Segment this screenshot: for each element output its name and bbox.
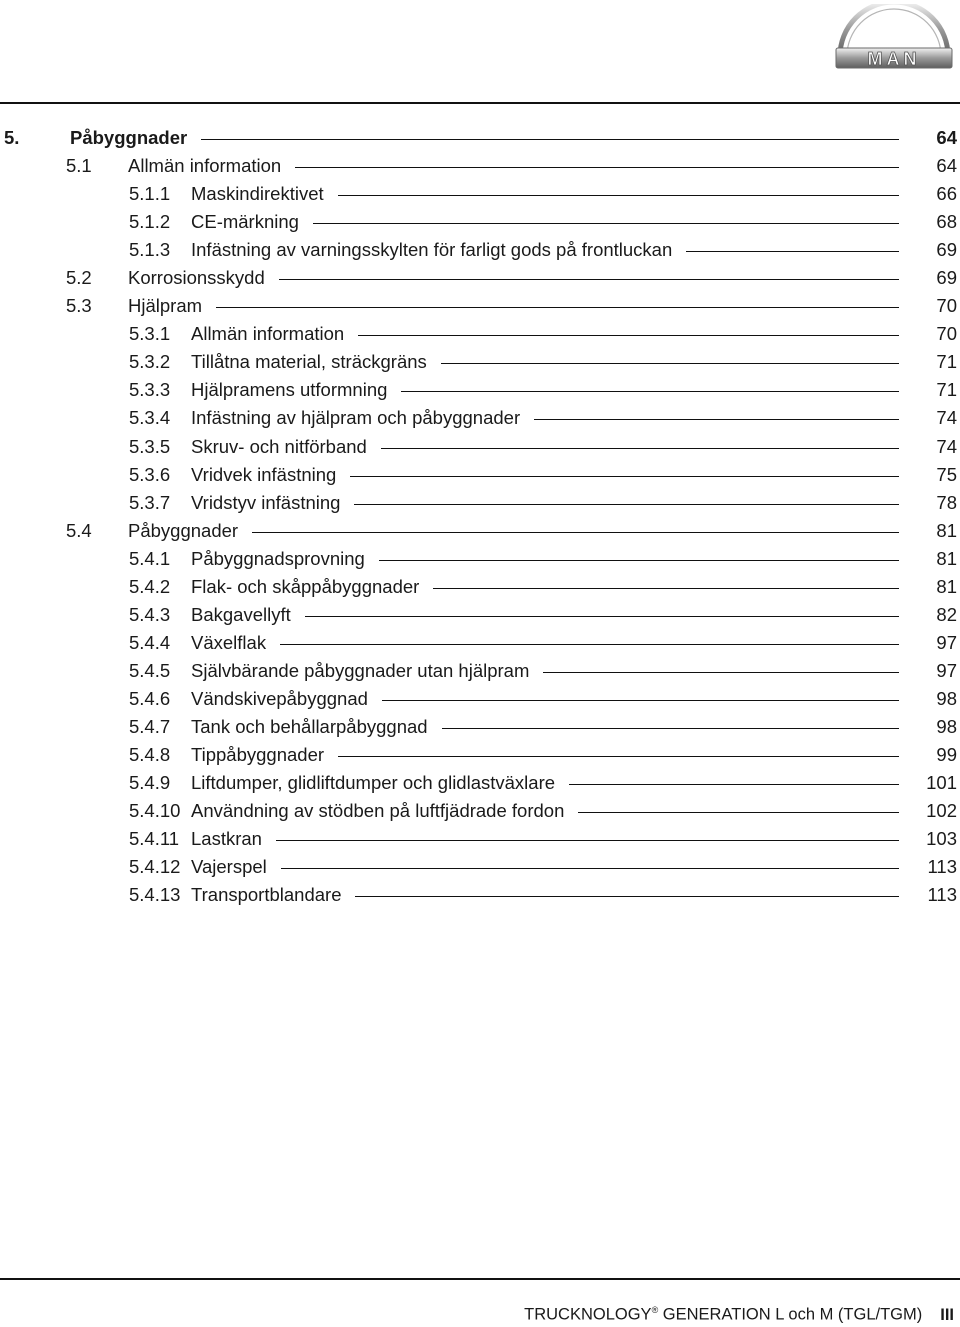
toc-entry-title: Hjälpramens utformning (191, 379, 388, 401)
toc-entry-title: Vridvek infästning (191, 463, 337, 485)
toc-entry-number: 5.4.10 (129, 800, 181, 822)
footer-rule (0, 1278, 960, 1280)
toc-leader-line (281, 868, 899, 869)
toc-entry-page: 102 (926, 800, 957, 822)
toc-entry[interactable] (0, 685, 960, 713)
toc-leader-line (338, 195, 899, 196)
toc-entry[interactable] (0, 517, 960, 545)
toc-entry[interactable] (0, 264, 960, 292)
toc-entry-number: 5.1.1 (129, 183, 171, 205)
toc-entry[interactable] (0, 433, 960, 461)
toc-entry-page: 81 (936, 519, 957, 541)
toc-entry-number: 5.4 (66, 519, 92, 541)
toc-leader-line (201, 139, 899, 140)
toc-entry[interactable] (0, 573, 960, 601)
toc-entry-page: 98 (936, 687, 957, 709)
toc-entry-page: 64 (936, 155, 957, 177)
toc-entry-title: Allmän information (191, 323, 345, 345)
toc-entry-title: Påbyggnader (70, 127, 188, 148)
toc-leader-line (276, 840, 899, 841)
footer-page-number: III (940, 1305, 954, 1324)
toc-entry-page: 69 (936, 239, 957, 261)
toc-entry-number: 5.4.4 (129, 631, 171, 653)
toc-leader-line (354, 504, 899, 505)
toc-entry-page: 70 (936, 323, 957, 345)
toc-entry-page: 113 (927, 856, 957, 878)
toc-entry-number: 5.2 (66, 267, 92, 289)
toc-entry[interactable] (0, 657, 960, 685)
toc-entry-title: Vridstyv infästning (191, 491, 341, 513)
toc-entry-title: Växelflak (191, 631, 267, 653)
toc-leader-line (379, 560, 899, 561)
toc-entry-number: 5.3.1 (129, 323, 171, 345)
toc-leader-line (313, 223, 899, 224)
toc-entry[interactable] (0, 348, 960, 376)
toc-entry-number: 5.4.3 (129, 603, 171, 625)
toc-leader-line (686, 251, 899, 252)
toc-leader-line (338, 756, 899, 757)
toc-leader-line (216, 307, 899, 308)
toc-leader-line (350, 476, 899, 477)
toc-entry-number: 5.1.3 (129, 239, 171, 261)
toc-entry-title: Användning av stödben på luftfjädrade fordon (191, 800, 565, 822)
toc-entry-title: Allmän information (128, 155, 282, 177)
toc-entry-page: 74 (936, 407, 957, 429)
toc-entry-number: 5.3.6 (129, 463, 171, 485)
page-footer (524, 1305, 954, 1325)
toc-entry-number: 5.4.12 (129, 856, 181, 878)
toc-entry-page: 75 (936, 463, 957, 485)
toc-entry-title: Korrosionsskydd (128, 267, 265, 289)
toc-entry-title: Påbyggnader (128, 519, 239, 541)
toc-entry-title: Skruv- och nitförband (191, 435, 367, 457)
toc-entry-page: 81 (936, 547, 957, 569)
toc-entry-number: 5.3.4 (129, 407, 171, 429)
toc-leader-line (442, 728, 899, 729)
toc-entry-title: Påbyggnadsprovning (191, 547, 365, 569)
toc-entry[interactable] (0, 292, 960, 320)
toc-entry-page: 101 (926, 772, 957, 794)
toc-entry-title: CE-märkning (191, 211, 299, 233)
man-logo (832, 4, 956, 72)
toc-entry-number: 5. (4, 127, 20, 148)
toc-entry-page: 103 (926, 828, 957, 850)
toc-entry-title: Vajerspel (191, 856, 267, 878)
toc-entry-page: 71 (936, 379, 957, 401)
footer-subtitle: GENERATION L och M (TGL/TGM) (658, 1305, 923, 1324)
toc-entry-title: Transportblandare (191, 884, 342, 906)
toc-entry[interactable] (0, 152, 960, 180)
toc-leader-line (280, 644, 899, 645)
toc-entry-title: Tippåbyggnader (191, 744, 325, 766)
footer-brand: TRUCKNOLOGY (524, 1305, 652, 1324)
toc-entry-title: Maskindirektivet (191, 183, 324, 205)
toc-entry-number: 5.4.5 (129, 659, 171, 681)
toc-entry-number: 5.4.7 (129, 715, 171, 737)
toc-entry[interactable] (0, 601, 960, 629)
toc-entry[interactable] (0, 404, 960, 432)
toc-entry-number: 5.4.13 (129, 884, 181, 906)
toc-entry-number: 5.4.6 (129, 687, 171, 709)
toc-entry-number: 5.4.11 (129, 828, 180, 850)
toc-entry-page: 78 (936, 491, 957, 513)
toc-entry[interactable] (0, 236, 960, 264)
toc-leader-line (305, 616, 899, 617)
toc-entry-page: 98 (936, 715, 957, 737)
toc-entry[interactable] (0, 769, 960, 797)
toc-leader-line (543, 672, 899, 673)
toc-leader-line (433, 588, 899, 589)
toc-leader-line (279, 279, 899, 280)
toc-entry-title: Infästning av varningsskylten för farligt gods på frontluckan (191, 239, 673, 261)
toc-entry-page: 97 (936, 659, 957, 681)
toc-entry-number: 5.1.2 (129, 211, 171, 233)
toc-entry[interactable] (0, 713, 960, 741)
toc-leader-line (441, 363, 899, 364)
toc-entry-number: 5.4.8 (129, 744, 171, 766)
toc-entry-number: 5.1 (66, 155, 92, 177)
toc-entry-page: 74 (936, 435, 957, 457)
toc-entry[interactable] (0, 124, 960, 152)
toc-entry-title: Tank och behållarpåbyggnad (191, 715, 428, 737)
toc-entry-title: Infästning av hjälpram och påbyggnader (191, 407, 521, 429)
toc-entry-page: 113 (927, 884, 957, 906)
toc-entry-number: 5.4.2 (129, 575, 171, 597)
toc-leader-line (252, 532, 899, 533)
toc-entry[interactable] (0, 741, 960, 769)
toc-entry-number: 5.3.3 (129, 379, 171, 401)
registered-mark: ® (651, 1305, 659, 1315)
toc-entry[interactable] (0, 545, 960, 573)
header-rule (0, 102, 960, 104)
toc-entry-page: 82 (936, 603, 957, 625)
toc-leader-line (401, 391, 899, 392)
toc-entry-page: 97 (936, 631, 957, 653)
toc-entry[interactable] (0, 208, 960, 236)
logo-text: MAN (867, 49, 921, 69)
toc-entry-title: Liftdumper, glidliftdumper och glidlastväxlare (191, 772, 556, 794)
toc-entry[interactable] (0, 853, 960, 881)
toc-entry-title: Bakgavellyft (191, 603, 291, 625)
toc-entry-number: 5.4.9 (129, 772, 171, 794)
toc-entry-page: 99 (936, 744, 957, 766)
toc-entry-page: 66 (936, 183, 957, 205)
toc-leader-line (534, 419, 899, 420)
toc-entry[interactable] (0, 461, 960, 489)
toc-leader-line (381, 448, 899, 449)
toc-entry-title: Självbärande påbyggnader utan hjälpram (191, 659, 530, 681)
toc-entry-page: 81 (936, 575, 957, 597)
toc-entry[interactable] (0, 320, 960, 348)
toc-leader-line (358, 335, 899, 336)
toc-leader-line (382, 700, 899, 701)
toc-entry[interactable] (0, 180, 960, 208)
toc-entry[interactable] (0, 825, 960, 853)
toc-entry-number: 5.3 (66, 295, 92, 317)
toc-entry-number: 5.4.1 (129, 547, 171, 569)
toc-entry-title: Flak- och skåppåbyggnader (191, 575, 420, 597)
toc-entry-page: 68 (936, 211, 957, 233)
toc-entry-number: 5.3.5 (129, 435, 171, 457)
toc-entry[interactable] (0, 797, 960, 825)
toc-entry[interactable] (0, 881, 960, 909)
toc-entry-page: 70 (936, 295, 957, 317)
table-of-contents (0, 124, 960, 909)
toc-leader-line (295, 167, 899, 168)
toc-leader-line (355, 896, 899, 897)
toc-entry-title: Hjälpram (128, 295, 203, 317)
toc-entry[interactable] (0, 489, 960, 517)
toc-entry-page: 71 (936, 351, 957, 373)
toc-entry-title: Tillåtna material, sträckgräns (191, 351, 427, 373)
toc-entry-page: 69 (936, 267, 957, 289)
toc-entry[interactable] (0, 376, 960, 404)
toc-entry-number: 5.3.7 (129, 491, 171, 513)
toc-entry-title: Vändskivepåbyggnad (191, 687, 368, 709)
toc-leader-line (578, 812, 899, 813)
toc-leader-line (569, 784, 899, 785)
toc-entry[interactable] (0, 629, 960, 657)
toc-entry-page: 64 (936, 127, 957, 148)
toc-entry-number: 5.3.2 (129, 351, 171, 373)
toc-entry-title: Lastkran (191, 828, 262, 850)
